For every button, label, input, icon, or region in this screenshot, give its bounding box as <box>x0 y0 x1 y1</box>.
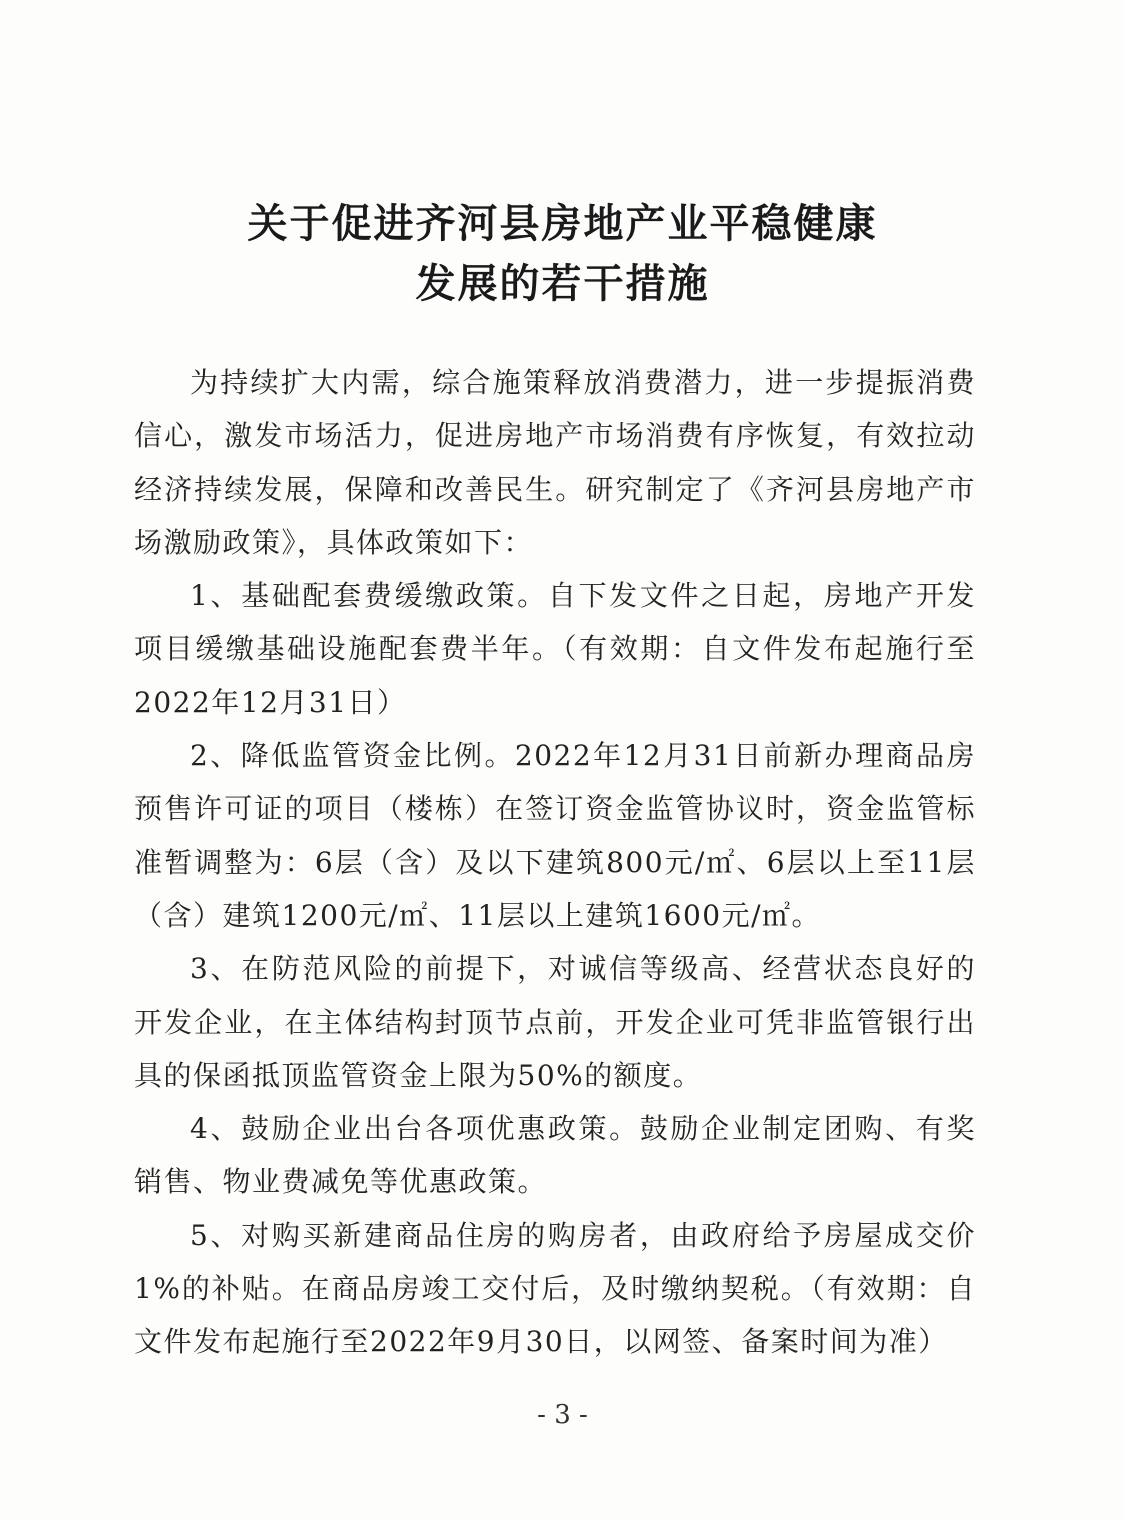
policy-item-4: 4、鼓励企业出台各项优惠政策。鼓励企业制定团购、有奖销售、物业费减免等优惠政策。 <box>134 1112 976 1199</box>
policy-item-1: 1、基础配套费缓缴政策。自下发文件之日起，房地产开发项目缓缴基础设施配套费半年。（有效期：自文件发布起施行至2022年12月31日） <box>134 579 976 719</box>
document-title-line-2: 发展的若干措施 <box>415 260 710 307</box>
intro-paragraph: 为持续扩大内需，综合施策释放消费潜力，进一步提振消费信心，激发市场活力，促进房地产市场消费有序恢复，有效拉动经济持续发展，保障和改善民生。研究制定了《齐河县房地产市场激励政策》，具体政策如下： <box>134 366 976 559</box>
policy-item-5: 5、对购买新建商品住房的购房者，由政府给予房屋成交价1%的补贴。在商品房竣工交付后，及时缴纳契税。（有效期：自文件发布起施行至2022年9月30日，以网签、备案时间为准） <box>134 1218 976 1359</box>
policy-item-3: 3、在防范风险的前提下，对诚信等级高、经营状态良好的开发企业，在主体结构封顶节点前，开发企业可凭非监管银行出具的保函抵顶监管资金上限为50%的额度。 <box>134 952 976 1092</box>
policy-item-2: 2、降低监管资金比例。2022年12月31日前新办理商品房预售许可证的项目（楼栋）在签订资金监管协议时，资金监管标准暂调整为：6层（含）及以下建筑800元/㎡、6层以上至11层（含）建筑1200元/㎡、11层以上建筑1600元/㎡。 <box>134 739 976 932</box>
document-body <box>134 356 976 1369</box>
page-number: - 3 - <box>537 1400 588 1430</box>
document-title-line-1: 关于促进齐河县房地产业平稳健康 <box>247 200 878 247</box>
